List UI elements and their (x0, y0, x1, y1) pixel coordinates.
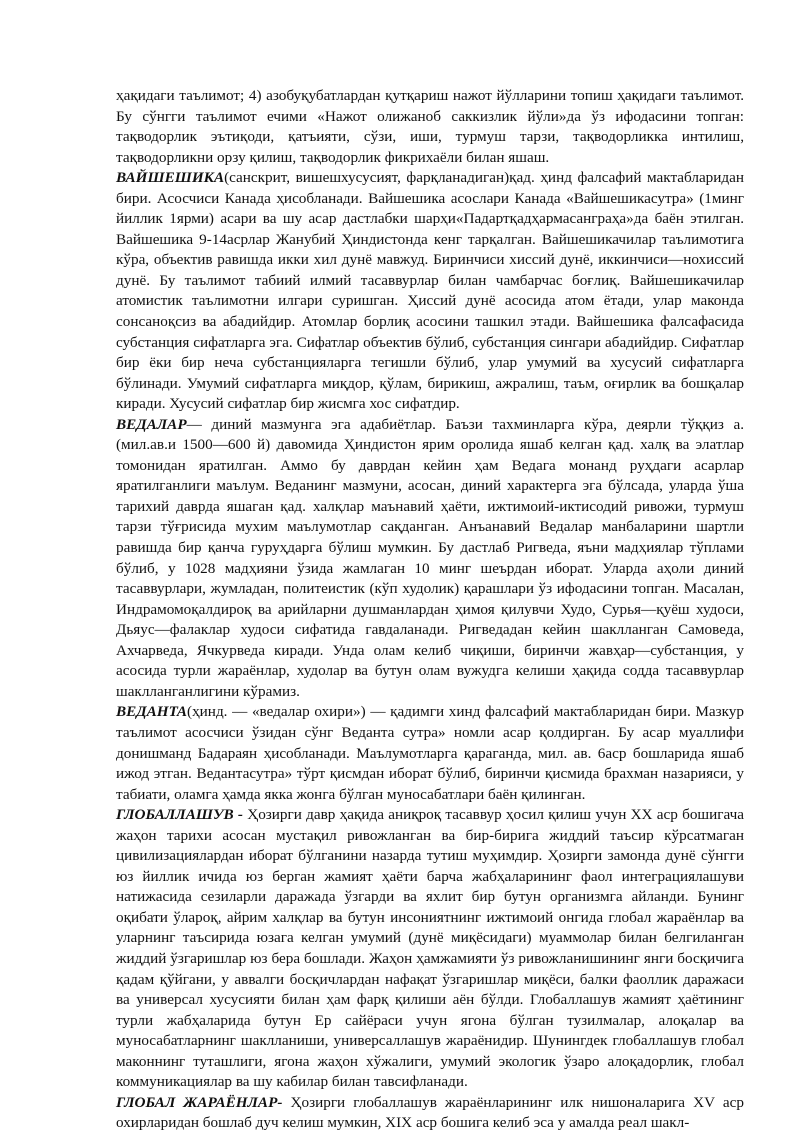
entry-term: ВЕДАНТА (116, 703, 188, 721)
entry-text: — диний мазмунга эга адабиётлар. Баъзи тахминларга кўра, деярли тўққиз а. (мил.ав.и 1500—600 й) давомида Ҳиндистон ярим оролида яшаб келган қад. халқ ва элатлар томонидан яратилган. Аммо бу даврдан кейин ҳам Ведага монанд руҳдаги асарлар яратилганлиги маълум. Веданинг мазмуни, асосан, диний характерга эга бўлсада, уларда ўша тарихий даврда яшаган қад. халқлар маънавий ҳаёти, ижтимоий-иктисодий ривожи, турмуш тарзи тўғрисида мухим маълумотлар сақданган. Анъанавий Ведалар манбаларини шартли равишда бир қанча гуруҳдарга бўлиш мумкин. Бу дастлаб Ригведа, яъни мадҳиялар тўплами бўлиб, у 1028 мадҳияни ўзида жамлаган 10 минг шеърдан иборат. Уларда аҳоли диний тасаввурлари, жумладан, политеистик (кўп худолик) қарашлари ўз ифодасини топган. Масалан, Индрамомоқалдироқ ва арийларни душманлардан ҳимоя қилувчи Худо, Сурья—қуёш худоси, Дьяус—фалаклар худоси сифатида гавдаланади. Ригведадан кейин шаклланган Самоведа, Ахчарведа, Ячкурведа киради. Унда олам келиб чиқиши, биринчи жавҳар—субстанция, у асосида турли жараёнлар, худолар ва бутун олам вужудга келиши ҳақида содда тасаввурлар шаклланганлигини кўрамиз. (116, 415, 744, 700)
entry-term: ВАЙШЕШИКА (116, 169, 225, 187)
entry-term: ВЕДАЛАР (116, 415, 187, 433)
entry-global-jarayonlar (116, 1093, 744, 1134)
entry-term: ГЛОБАЛ ЖАРАЁНЛАР- (116, 1093, 283, 1111)
entry-term: ГЛОБАЛЛАШУВ - (116, 806, 243, 824)
document-page (116, 86, 744, 1134)
entry-text: Ҳозирги давр ҳақида аниқроқ тасаввур ҳосил қилиш учун XX аср бошигача жаҳон тарихи асосан мустақил ривожланган ва бир-бирига жиддий таъсир кўрсатмаган цивилизациялардан иборат бўлганини назарда тутиш муҳимдир. Ҳозирги замонда дунё сўнгги юз йиллик ичида юз берган жамият ҳаёти барча жабҳаларининг фаол интеграциялашуви натижасида сезиларли даражада ўзгарди ва яхлит бир бутун организмга айланди. Бунинг оқибати ўлароқ, айрим халқлар ва бутун инсониятнинг ижтимоий онгида глобал жараёнлар ва уларнинг таъсирида юзага келган умумий (дунё миқёсидаги) муаммолар билан белгиланган жиддий ўзгаришлар юз бера бошлади. Жаҳон ҳамжамияти ўз ривожланишининг янги босқичига қадам қўйгани, у аввалги босқичлардан нафақат ўзгаришлар миқёси, балки фаоллик даражаси ва универсал хусусияти билан ҳам фарқ қилиши аён бўлди. Глобаллашув жамият ҳаётининг турли жабҳаларида бутун Ер сайёраси учун ягона бўлган тузилмалар, алоқалар ва муносабатларнинг шаклланиши, универсаллашув жараёнидир. Шунингдек глобаллашув глобал маконнинг туташлиги, ягона жаҳон хўжалиги, умумий экологик ўзаро алоқадорлик, глобал коммуникациялар ва шу кабилар билан тавсифланади. (116, 806, 744, 1091)
paragraph-text: ҳақидаги таълимот; 4) азобуқубатлардан қутқариш нажот йўлларини топиш ҳақидаги таълимот. Бу сўнгги таълимот ечими «Нажот олижаноб саккизлик йўли»да ўз ифодасини топган: тақводорлик эътиқоди, қатъияти, сўзи, иши, турмуш тарзи, тақводорликка интилиш, тақводорликни орзу қилиш, тақводорлик фикрихаёли билан яшаш. (116, 87, 744, 166)
entry-vedalar (116, 415, 744, 703)
entry-vaysheshika (116, 168, 744, 415)
entry-text: (ҳинд. — «ведалар охири») — қадимги хинд фалсафий мактабларидан бири. Мазкур таълимот асосчиси ўзидан сўнг Веданта сутра» номли асар қолдирган. Бу асар муаллифи донишманд Бадараян ҳисобланади. Маълумотларга қараганда, мил. ав. 6аср бошларида яшаб ижод этган. Ведантасутра» тўрт қисмдан иборат бўлиб, биринчи қисмида брахман назарияси, у табиати, оламга ҳамда якка жонга бўлган муносабатлари баён қилинган. (116, 703, 744, 803)
paragraph-intro (116, 86, 744, 168)
entry-vedanta (116, 702, 744, 805)
entry-text: Ҳозирги глобаллашув жараёнларининг илк нишоналарига XV аср охирларидан бошлаб дуч келиш мумкин, XIX аср бошига келиб эса у амалда реал шакл- (116, 1093, 744, 1132)
entry-text: (санскрит, вишешхусусият, фарқланадиган)қад. ҳинд фалсафий мактабларидан бири. Асосчиси Канада ҳисобланади. Вайшешика асослари Канада «Вайшешикасутра» (1минг йиллик 1ярми) асари ва шу асар дастлабки шарҳи«Падартқадҳармасанграҳа»да баён этилган. Вайшешика 9-14асрлар Жанубий Ҳиндистонда кенг тарқалган. Вайшешикачилар таълимотига кўра, объектив равишда икки хил дунё мавжуд. Биринчиси хиссий дунё, иккинчиси—нохиссий дунё. Бу таълимот табиий илмий тасаввурлар билан чамбарчас боғлиқ. Вайшешикачилар атомистик таълимотни илгари суришган. Ҳиссий дунё асосида атом ётади, улар маконда сонсаноқсиз ва абадийдир. Атомлар борлиқ асосини ташкил этади. Вайшешика фалсафасида субстанция сифатларга эга. Сифатлар объектив бўлиб, субстанция сингари абадийдир. Сифатлар бир ёки бир неча субстанцияларга тегишли бўлиб, улар умумий ва хусусий сифатларга бўлинади. Умумий сифатларга миқдор, қўлам, бирикиш, ажралиш, таъм, оғирлик ва бошқалар киради. Хусусий сифатлар бир жисмга хос сифатдир. (116, 169, 744, 413)
entry-globallashuv (116, 805, 744, 1093)
